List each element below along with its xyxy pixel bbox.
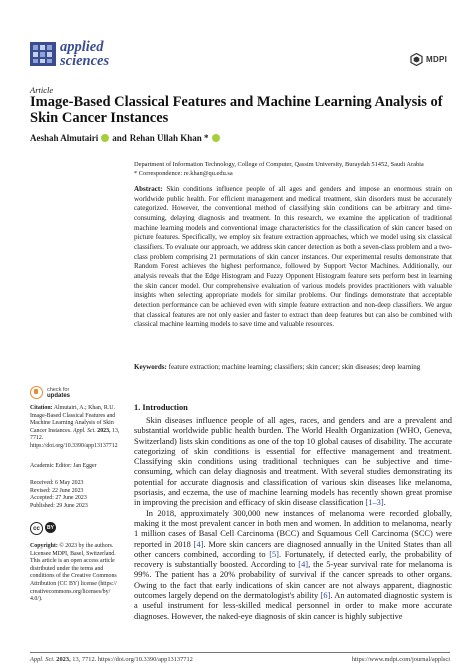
received-date: Received: 6 May 2023 xyxy=(30,480,84,486)
cc-license-badge[interactable] xyxy=(30,522,56,535)
publisher-name: MDPI xyxy=(426,54,448,64)
citation-link[interactable]: [1–3] xyxy=(365,498,384,508)
citation-doi[interactable]: 13, 7712. https://doi.org/10.3390/app13137712 xyxy=(30,427,120,449)
citation-text: Almutairi, A.; Khan, R.U. Image-Based Classical Features and Machine Learning Analysis of Skin Cancer Instances. xyxy=(30,405,116,434)
publisher-logo xyxy=(410,52,447,66)
updates-icon xyxy=(30,386,43,399)
paragraph-text: . Fortunately, if detected early, the probability of recovery is substantially boosted. According to xyxy=(134,549,453,570)
journal-name-line1: applied xyxy=(60,39,104,55)
journal-name-line2: sciences xyxy=(60,53,110,69)
journal-name xyxy=(60,40,109,68)
copyright-block xyxy=(30,543,124,604)
keywords-text: feature extraction; machine learning; classifiers; skin cancer; skin diseases; deep learning xyxy=(168,363,421,371)
check-updates-line2: updates xyxy=(47,392,71,399)
abstract-label: Abstract: xyxy=(134,185,163,193)
paragraph-text: . xyxy=(383,498,386,508)
page-footer xyxy=(30,656,450,663)
accepted-date: Accepted: 27 June 2023 xyxy=(30,495,87,502)
citation-label: Citation: xyxy=(30,405,53,411)
introduction-body xyxy=(134,416,452,622)
abstract-text: Skin conditions influence people of all ages and genders and impose an enormous strain on worldwide public health. For efficient management and medical treatment, skin disorders must be accurately categorized. However, the conventional method of classifying skin conditions can be arbitrary and time-consuming, delaying diagnosis and treatment. In this research, we examine the application of traditional machine learning models and conventional image characteristics for the classification of skin cancer based on picture features. Specifically, we employ six feature extraction approaches, which we model using six classical classifiers. To evaluate our approach, we address skin cancer detection as both a seven-class problem and a two-class problem comprising 21 permutations of skin cancer instances. Our experimental results demonstrate that Random Forest achieves the highest performance, followed by Support Vector Machines. Additionally, our analysis reveals that the Edge Histogram and Fuzzy Opponent Histogram feature sets perform best in learning the skin cancer model. Our comprehensive evaluation of various models provides practitioners with valuable insights when selecting appropriate models for similar problems. Our findings demonstrate that acceptable detection performance can be achieved even with simple feature extraction and non-deep classifiers. We argue that classical features are not only easier and faster to extract than deep features but can also be combined with classical machine learning models to save time and valuable resources. xyxy=(134,185,452,329)
footer-divider xyxy=(30,652,450,653)
article-type: Article xyxy=(30,85,54,95)
footer-journal: Appl. Sci. xyxy=(30,656,55,663)
attribution-icon: BY xyxy=(45,522,56,533)
paragraph-text: Skin diseases influence people of all ages, races, and genders and are a prevalent and substantial worldwide public health burden. The World Health Organization (WHO, Geneva, Switzerland) lists skin conditions as one of the top 10 global causes of disability. The accurate categorizing of skin conditions is essential for effective management and treatment. Classifying skin conditions using traditional techniques can be subjective and time-consuming, which can delay diagnosis and treatment. With several studies demonstrating its potential for accurate diagnosis and classification of various skin diseases like melanoma, psoriasis, and eczema, the use of machine learning models has recently shown great promise in improving the precision and efficacy of skin disease classification xyxy=(134,416,452,508)
footer-doi[interactable]: 13, 7712. https://doi.org/10.3390/app13137712 xyxy=(72,656,193,663)
orcid-icon[interactable] xyxy=(212,134,220,142)
paragraph xyxy=(134,416,452,509)
check-for-updates-badge[interactable] xyxy=(30,386,70,399)
section-heading: 1. Introduction xyxy=(134,403,188,412)
keywords xyxy=(134,363,452,373)
journal-logo-icon xyxy=(30,42,56,66)
published-date: Published: 29 June 2023 xyxy=(30,502,88,509)
footer-citation xyxy=(30,656,193,663)
author-name[interactable]: Aeshah Almutairi xyxy=(30,133,99,143)
mdpi-hexagon-icon xyxy=(410,53,423,66)
citation-link[interactable]: [4] xyxy=(298,560,309,570)
correspondence: * Correspondence: re.khan@qu.edu.sa xyxy=(134,170,233,177)
abstract xyxy=(134,185,452,330)
paragraph-text: In 2018, approximately 300,000 new instances of melanoma were recorded globally, making it the most prevalent cancer in both men and women. In addition to melanoma, nearly 1 million cases of Basal Cell Carcinoma (BCC) and Squamous Cell Carcinoma (SCC) were reported in 2018 xyxy=(134,508,452,549)
check-updates-line1: check for xyxy=(47,386,70,393)
copyright-text: © 2023 by the authors. Licensee MDPI, Basel, Switzerland. This article is an open access article distributed under the terms and conditions of the Creative Commons Attribution (CC BY) license (https:// creativecommons.org/licenses/by/ 4.0/). xyxy=(30,543,117,603)
affiliation: Department of Information Technology, College of Computer, Qassim University, Buraydah 51452, Saudi Arabia xyxy=(134,161,424,168)
footer-year: 2023, xyxy=(56,656,71,663)
citation-link[interactable]: [4] xyxy=(193,539,204,549)
paragraph-text: , the 5-year survival rate for melanoma is 99%. The patient has a 20% probability of survival if the cancer spreads to other organs. Owing to the fact that early indications of skin cancer are not always apparent, diagnostic outcomes largely depend on the dermatologist's ability xyxy=(134,560,452,601)
dates-block xyxy=(30,480,124,510)
authors xyxy=(30,133,220,143)
orcid-icon[interactable] xyxy=(101,134,109,142)
citation-block xyxy=(30,405,124,451)
revised-date: Revised: 22 June 2023 xyxy=(30,487,84,494)
citation-link[interactable]: [5] xyxy=(269,549,279,559)
paragraph-text: . An automated diagnostic system is a useful instrument for less-skilled medical personnel in order to make more accurate diagnoses. However, the naked-eye diagnosis of skin cancer is highly subjective xyxy=(134,591,452,621)
citation-year: 2023, xyxy=(97,427,111,434)
footer-journal-url[interactable]: https://www.mdpi.com/journal/applsci xyxy=(351,656,450,663)
author-name[interactable]: Rehan Ullah Khan * xyxy=(129,133,209,143)
academic-editor: Academic Editor: Jan Egger xyxy=(30,463,97,469)
paragraph-text: . More skin cancers are diagnosed annually in the United States than all other cancers combined, according to xyxy=(134,539,453,559)
keywords-label: Keywords: xyxy=(134,363,167,371)
citation-link[interactable]: [6] xyxy=(320,591,331,601)
author-conjunction: and xyxy=(112,133,127,143)
paragraph xyxy=(134,509,452,622)
article-title: Image-Based Classical Features and Machine Learning Analysis of Skin Cancer Instances xyxy=(30,94,443,126)
citation-journal: Appl. Sci. xyxy=(73,427,96,434)
creative-commons-icon: cc xyxy=(30,522,43,535)
copyright-label: Copyright: xyxy=(30,543,58,549)
